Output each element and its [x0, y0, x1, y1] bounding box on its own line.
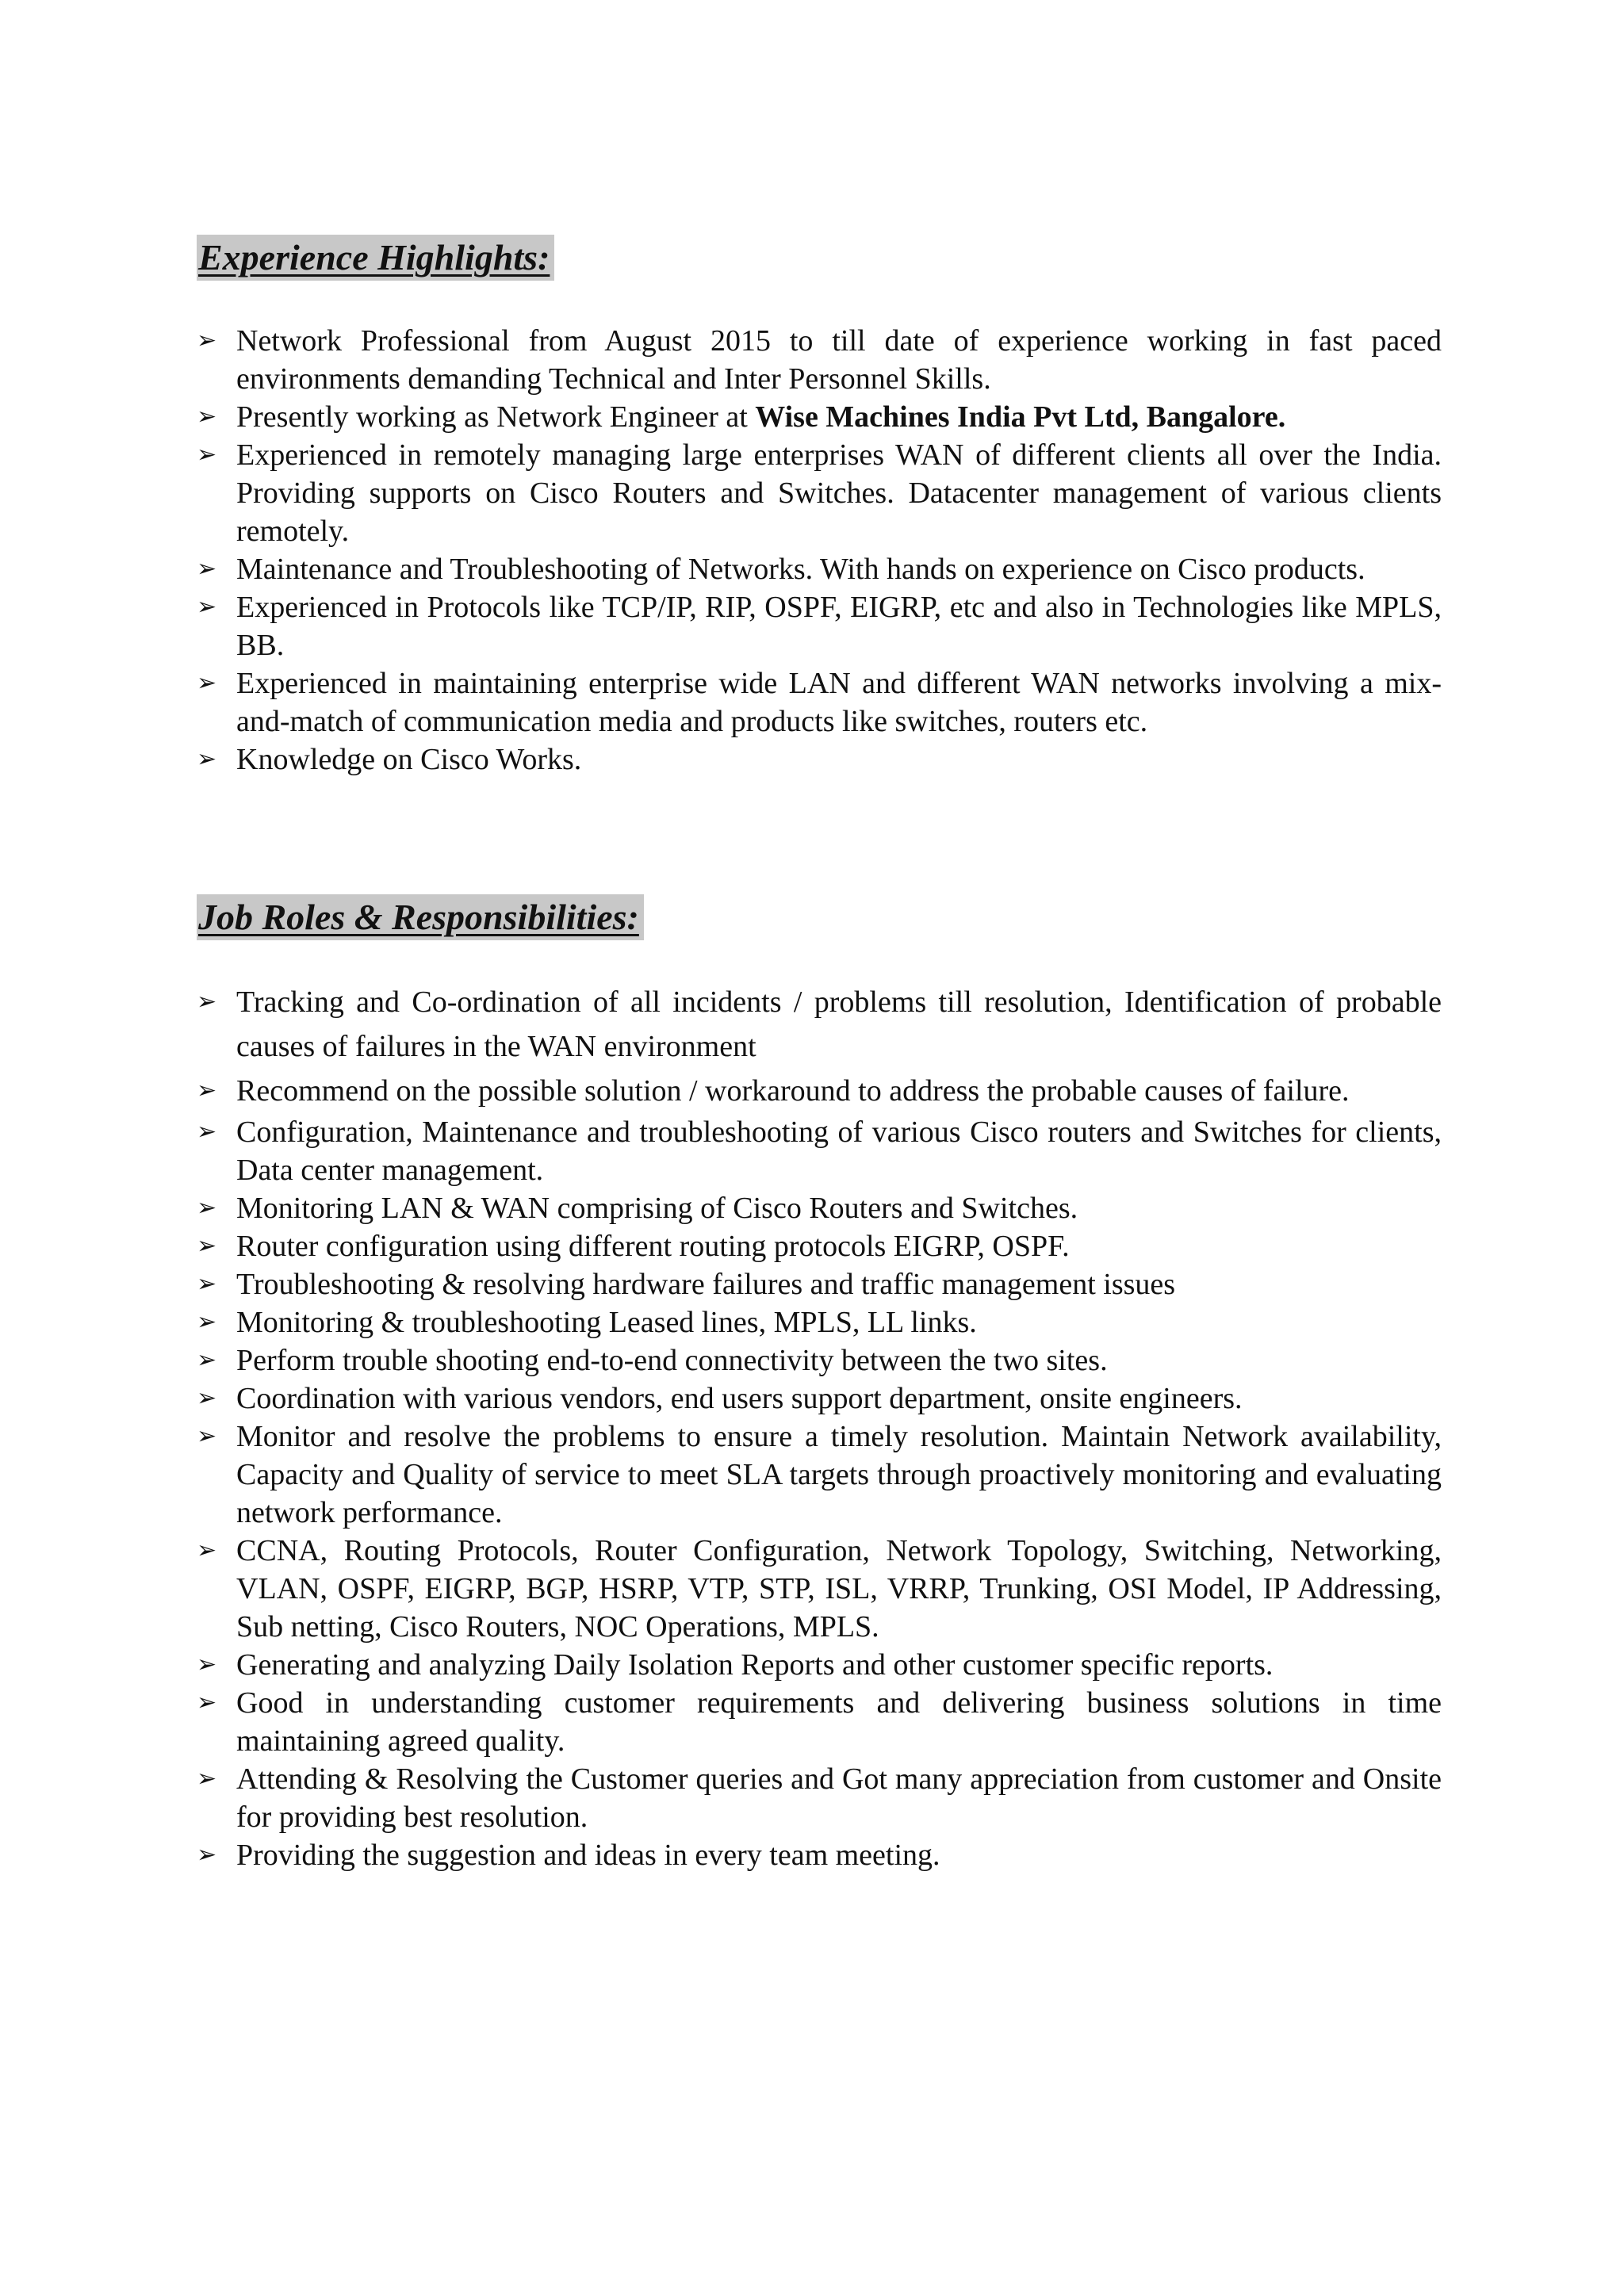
list-item — [197, 398, 1442, 436]
list-item — [197, 1418, 1442, 1532]
arrow-bullet-icon: ➢ — [197, 1384, 217, 1412]
arrow-bullet-icon: ➢ — [197, 1118, 217, 1146]
list-item — [197, 322, 1442, 398]
list-item-text: Attending & Resolving the Customer queries and Got many appreciation from customer and Onsite for providing best resolution. — [236, 1762, 1442, 1834]
arrow-bullet-icon: ➢ — [197, 1689, 217, 1716]
list-item-text: Coordination with various vendors, end users support department, onsite engineers. — [236, 1382, 1243, 1415]
list-item-text: Generating and analyzing Daily Isolation Reports and other customer specific reports. — [236, 1648, 1274, 1682]
list-item-text: Good in understanding customer requirements and delivering business solutions in time maintaining agreed quality. — [236, 1686, 1442, 1758]
list-item-text: Monitoring LAN & WAN comprising of Cisco Routers and Switches. — [236, 1192, 1078, 1225]
arrow-bullet-icon: ➢ — [197, 555, 217, 583]
list-item — [197, 1265, 1442, 1303]
experience-highlights-heading: Experience Highlights: — [197, 235, 554, 281]
list-item-text: Monitor and resolve the problems to ensure a timely resolution. Maintain Network availability, Capacity and Quality of service to meet SLA targets through proactively monitoring and evaluating network performance. — [236, 1420, 1442, 1529]
list-item-text: Knowledge on Cisco Works. — [236, 743, 582, 776]
arrow-bullet-icon: ➢ — [197, 988, 217, 1016]
arrow-bullet-icon: ➢ — [197, 1194, 217, 1222]
arrow-bullet-icon: ➢ — [197, 441, 217, 469]
arrow-bullet-icon: ➢ — [197, 1270, 217, 1298]
list-item — [197, 1227, 1442, 1265]
arrow-bullet-icon: ➢ — [197, 1077, 217, 1104]
list-item — [197, 1189, 1442, 1227]
arrow-bullet-icon: ➢ — [197, 403, 217, 430]
arrow-bullet-icon: ➢ — [197, 745, 217, 773]
arrow-bullet-icon: ➢ — [197, 1422, 217, 1450]
list-item — [197, 980, 1442, 1069]
list-item-text: Tracking and Co-ordination of all incidents / problems till resolution, Identification of probable causes of failures in the WAN environment — [236, 985, 1442, 1063]
arrow-bullet-icon: ➢ — [197, 1346, 217, 1374]
arrow-bullet-icon: ➢ — [197, 1536, 217, 1564]
list-item — [197, 1069, 1442, 1113]
experience-highlights-list — [197, 322, 1442, 779]
list-item — [197, 550, 1442, 588]
arrow-bullet-icon: ➢ — [197, 1841, 217, 1869]
arrow-bullet-icon: ➢ — [197, 1765, 217, 1793]
list-item-text: Perform trouble shooting end-to-end connectivity between the two sites. — [236, 1344, 1108, 1377]
list-item-text: Router configuration using different routing protocols EIGRP, OSPF. — [236, 1230, 1070, 1263]
list-item-text: Experienced in Protocols like TCP/IP, RIP, OSPF, EIGRP, etc and also in Technologies like MPLS, BB. — [236, 591, 1442, 662]
list-item — [197, 1532, 1442, 1646]
list-item — [197, 740, 1442, 779]
list-item-text: Network Professional from August 2015 to till date of experience working in fast paced environments demanding Technical and Inter Personnel Skills. — [236, 324, 1442, 396]
list-item-text: Providing the suggestion and ideas in every team meeting. — [236, 1839, 940, 1872]
list-item — [197, 1341, 1442, 1380]
list-item — [197, 1760, 1442, 1836]
list-item-text: Configuration, Maintenance and troubleshooting of various Cisco routers and Switches for clients, Data center management. — [236, 1115, 1442, 1187]
arrow-bullet-icon: ➢ — [197, 1651, 217, 1678]
list-item-text: Experienced in maintaining enterprise wide LAN and different WAN networks involving a mix-and-match of communication media and products like switches, routers etc. — [236, 667, 1442, 738]
list-item — [197, 664, 1442, 740]
arrow-bullet-icon: ➢ — [197, 1232, 217, 1260]
arrow-bullet-icon: ➢ — [197, 327, 217, 354]
list-item-text: Presently working as Network Engineer at — [236, 400, 756, 434]
job-roles-list — [197, 980, 1442, 1874]
list-item-text: Maintenance and Troubleshooting of Networks. With hands on experience on Cisco products. — [236, 553, 1365, 586]
list-item — [197, 436, 1442, 550]
list-item — [197, 1646, 1442, 1684]
list-item-text: Troubleshooting & resolving hardware failures and traffic management issues — [236, 1268, 1176, 1301]
job-roles-section — [197, 894, 1442, 1874]
arrow-bullet-icon: ➢ — [197, 593, 217, 621]
list-item — [197, 1113, 1442, 1189]
list-item — [197, 1684, 1442, 1760]
arrow-bullet-icon: ➢ — [197, 669, 217, 697]
arrow-bullet-icon: ➢ — [197, 1308, 217, 1336]
list-item-text: CCNA, Routing Protocols, Router Configuration, Network Topology, Switching, Networking, VLAN, OSPF, EIGRP, BGP, HSRP, VTP, STP, ISL, VRRP, Trunking, OSI Model, IP Addressing, Sub netting, Cisco Routers, NOC Operations, MPLS. — [236, 1534, 1442, 1644]
list-item-text: Recommend on the possible solution / workaround to address the probable causes of failure. — [236, 1074, 1350, 1108]
list-item-text: Monitoring & troubleshooting Leased lines, MPLS, LL links. — [236, 1306, 977, 1339]
experience-highlights-section — [197, 235, 1442, 779]
list-item-text: Experienced in remotely managing large enterprises WAN of different clients all over the India. Providing supports on Cisco Routers and Switches. Datacenter management of various clients remotely. — [236, 438, 1442, 548]
company-name: Wise Machines India Pvt Ltd, Bangalore. — [755, 400, 1286, 434]
list-item — [197, 588, 1442, 664]
list-item — [197, 1303, 1442, 1341]
job-roles-heading: Job Roles & Responsibilities: — [197, 894, 644, 940]
list-item — [197, 1380, 1442, 1418]
list-item — [197, 1836, 1442, 1874]
